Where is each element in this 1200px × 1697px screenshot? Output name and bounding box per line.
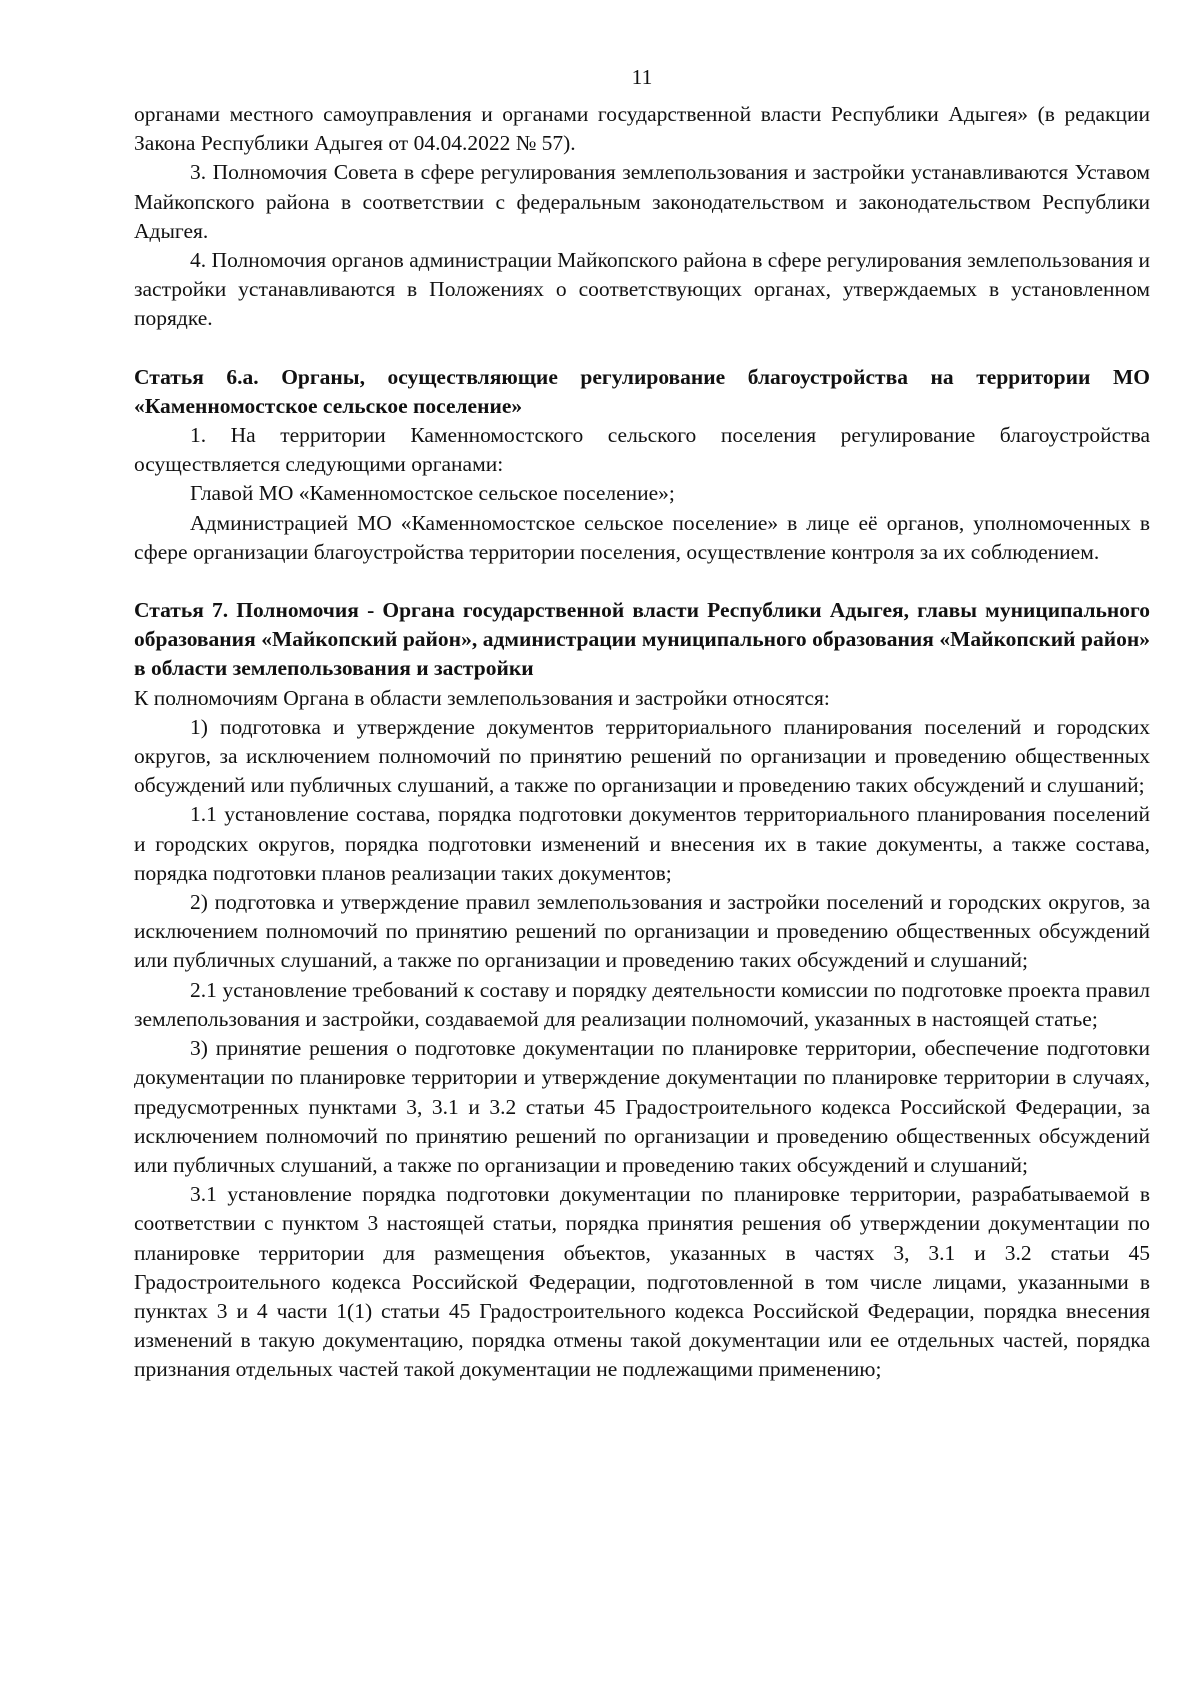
article-7-lead: К полномочиям Органа в области землепользования и застройки относятся: bbox=[134, 685, 830, 710]
article-7-item: 1.1 установление состава, порядка подготовки документов территориального планирования поселений и городских округов, порядка подготовки изменений и внесения их в такие документы, а также состава, порядка подготовки планов реализации таких документов; bbox=[134, 802, 1150, 885]
article-7-item: 1) подготовка и утверждение документов территориального планирования поселений и городских округов, за исключением полномочий по принятию решений по организации и проведению общественных обсуждений или публичных слушаний, а также по организации и проведению таких обсуждений и слушаний; bbox=[134, 714, 1150, 798]
paragraph-council-powers: 3. Полномочия Совета в сфере регулирования землепользования и застройки устанавливаются Уставом Майкопского района в соответствии с федеральным законодательством и законодательством Республики Адыгея. bbox=[134, 160, 1150, 243]
article-6a-paragraph-2: Главой МО «Каменномостское сельское поселение»; bbox=[190, 481, 675, 506]
paragraph-administration-powers: 4. Полномочия органов администрации Майкопского района в сфере регулирования землепользования и застройки устанавливаются в Положениях о соответствующих органах, утверждаемых в установленном порядке. bbox=[134, 248, 1150, 331]
section-gap bbox=[134, 567, 1150, 596]
article-6a-paragraph-3: Администрацией МО «Каменномостское сельское поселение» в лице её органов, уполномоченных в сфере организации благоустройства территории поселения, осуществление контроля за их соблюдением. bbox=[134, 510, 1150, 564]
article-7-item: 3) принятие решения о подготовке документации по планировке территории, обеспечение подготовки документации по планировке территории и утверждение документации по планировке территории в случаях, предусмотренных пунктами 3, 3.1 и 3.2 статьи 45 Градостроительного кодекса Российской Федерации, за исключением полномочий по принятию решений по организации и проведению общественных обсуждений или публичных слушаний, а также по организации и проведению таких обсуждений и слушаний; bbox=[134, 1036, 1150, 1177]
article-7-item: 3.1 установление порядка подготовки документации по планировке территории, разрабатываемой в соответствии с пунктом 3 настоящей статьи, порядка принятия решения об утверждении документации по планировке территории для размещения объектов, указанных в частях 3, 3.1 и 3.2 статьи 45 Градостроительного кодекса Российской Федерации, подготовленной в том числе лицами, указанными в пунктах 3 и 4 части 1(1) статьи 45 Градостроительного кодекса Российской Федерации, порядка внесения изменений в такую документацию, порядка отмены такой документации или ее отдельных частей, порядка признания отдельных частей такой документации не подлежащими применению; bbox=[134, 1182, 1150, 1382]
article-7-heading: Статья 7. Полномочия - Органа государственной власти Республики Адыгея, главы муниципального образования «Майкопский район», администрации муниципального образования «Майкопский район» в области землепользования и застройки bbox=[134, 598, 1150, 681]
page-number: 11 bbox=[631, 65, 653, 89]
article-6a-paragraph-1: 1. На территории Каменномостского сельского поселения регулирование благоустройства осуществляется следующими органами: bbox=[134, 423, 1150, 477]
article-6a-heading: Статья 6.а. Органы, осуществляющие регулирование благоустройства на территории МО «Каменномостское сельское поселение» bbox=[134, 364, 1150, 418]
article-7-item: 2) подготовка и утверждение правил землепользования и застройки поселений и городских округов, за исключением полномочий по принятию решений по организации и проведению общественных обсуждений или публичных слушаний, а также по организации и проведению таких обсуждений и слушаний; bbox=[134, 890, 1150, 973]
paragraph-continuation: органами местного самоуправления и органами государственной власти Республики Адыгея» (в редакции Закона Республики Адыгея от 04.04.2022 № 57). bbox=[134, 102, 1150, 156]
article-7-item: 2.1 установление требований к составу и порядку деятельности комиссии по подготовке проекта правил землепользования и застройки, создаваемой для реализации полномочий, указанных в настоящей статье; bbox=[134, 977, 1150, 1031]
section-gap bbox=[134, 334, 1150, 363]
document-page bbox=[134, 64, 1150, 1385]
